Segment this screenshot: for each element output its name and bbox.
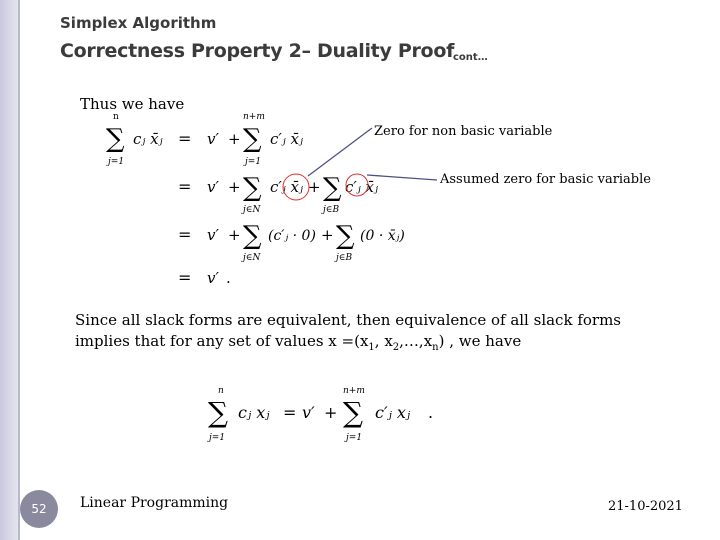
- page-number-badge: [20, 490, 58, 528]
- footer-date: 21-10-2021: [608, 499, 683, 514]
- page-number: 52: [31, 502, 47, 516]
- sum-lower-jN: j∈N: [243, 205, 261, 215]
- intro-text: Thus we have: [80, 95, 185, 113]
- sum-sign: ∑: [243, 124, 262, 154]
- slide-subtitle: Correctness Property 2– Duality Proof: [60, 40, 455, 62]
- pointer-line-nonbasic: [308, 128, 372, 176]
- sum-lower-j1: j=1: [346, 433, 363, 443]
- conclusion-paragraph: [75, 310, 675, 358]
- paragraph-line-1: Since all slack forms are equivalent, then equivalence of all slack forms: [75, 311, 621, 329]
- equals-sign: =: [283, 403, 297, 422]
- plus-sign: +: [228, 130, 241, 148]
- equals-sign: =: [178, 177, 192, 196]
- equals-sign: =: [178, 129, 192, 148]
- plus-sign: +: [228, 226, 241, 244]
- term-cpj-xbar: c′ⱼ x̄ⱼ: [270, 130, 303, 148]
- sum-sign: ∑: [243, 221, 262, 251]
- term-basic-zero: (0 · x̄ⱼ): [360, 228, 405, 244]
- term-cj-xj: cⱼ xⱼ: [238, 403, 270, 422]
- paragraph-line-2: implies that for any set of values $x =(x_1$, $x_2,\dots,x_n$) , we have: [75, 332, 522, 353]
- sum-upper-n: n: [218, 386, 224, 396]
- period: .: [428, 403, 434, 422]
- plus-sign: +: [308, 178, 321, 196]
- period: .: [226, 269, 231, 287]
- plus-sign: +: [324, 403, 338, 422]
- sum-upper-nm: n+m: [243, 112, 265, 122]
- footer-course: Linear Programming: [80, 495, 229, 511]
- annotation-nonbasic: Zero for non basic variable: [374, 124, 553, 139]
- sum-sign: ∑: [343, 396, 363, 429]
- sum-sign: ∑: [208, 396, 228, 429]
- term-nonbasic-zero: (c′ⱼ · 0): [268, 228, 316, 244]
- term-cpj-xj: c′ⱼ xⱼ: [375, 403, 411, 422]
- sum-sign: ∑: [323, 173, 342, 203]
- sum-sign: ∑: [106, 124, 125, 154]
- annotation-basic: Assumed zero for basic variable: [440, 172, 651, 187]
- plus-sign: +: [228, 178, 241, 196]
- slide-title: Simplex Algorithm: [60, 14, 217, 32]
- sum-lower-j1: j=1: [245, 157, 262, 167]
- continued-label: cont…: [453, 52, 488, 63]
- v-prime: v′: [207, 178, 219, 196]
- sum-sign: ∑: [243, 173, 262, 203]
- v-prime: v′: [207, 269, 219, 287]
- sum-lower-j1: j=1: [108, 157, 125, 167]
- sum-lower-j1: j=1: [209, 433, 226, 443]
- sum-lower-jB: j∈B: [336, 253, 353, 263]
- term-cpj-xbar-nonbasic: c′ⱼ x̄ⱼ: [270, 178, 303, 196]
- equals-sign: =: [178, 225, 192, 244]
- sum-upper-n: n: [113, 112, 119, 122]
- v-prime: v′: [207, 226, 219, 244]
- sum-sign: ∑: [336, 221, 355, 251]
- sum-lower-jB: j∈B: [323, 205, 340, 215]
- plus-sign: +: [321, 226, 334, 244]
- equals-sign: =: [178, 268, 192, 287]
- term-cpj-xbar-basic: c′ⱼ x̄ⱼ: [345, 178, 378, 196]
- v-prime: v′: [207, 130, 219, 148]
- term-cj-xbar: cⱼ x̄ⱼ: [133, 130, 163, 148]
- v-prime: v′: [302, 403, 315, 422]
- sum-upper-nm: n+m: [343, 386, 365, 396]
- sum-lower-jN: j∈N: [243, 253, 261, 263]
